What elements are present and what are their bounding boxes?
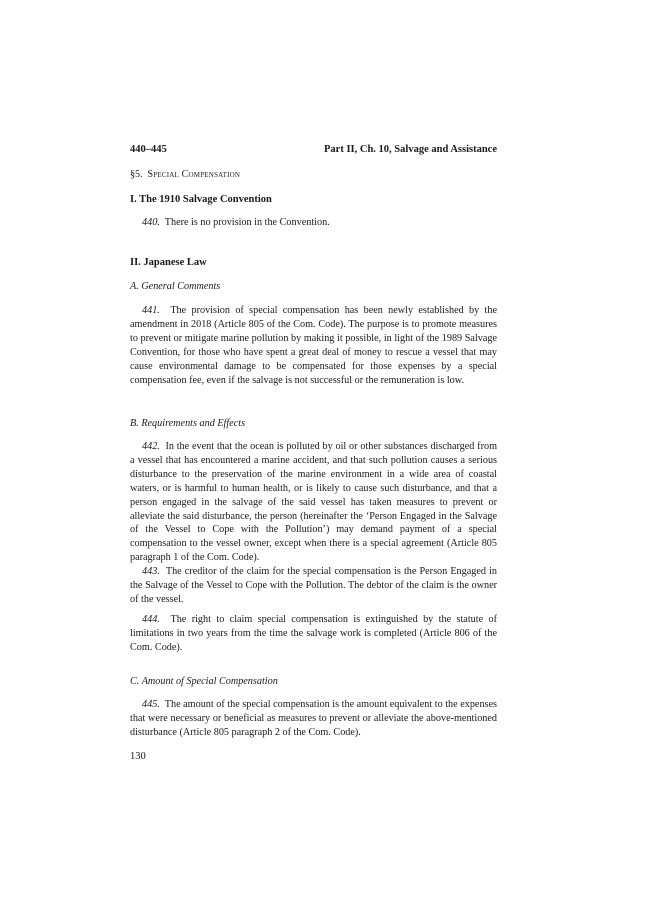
paragraph-number: 444.: [142, 614, 160, 625]
paragraph-text: The right to claim special compensation is extinguished by the statute of limitations in two years from the time the salvage work is completed (Article 806 of the Com. Code).: [130, 614, 497, 653]
paragraph-444: [130, 613, 497, 655]
subheading-c: C. Amount of Special Compensation: [130, 676, 278, 687]
section-number: §5.: [130, 169, 143, 180]
paragraph-441: [130, 304, 497, 387]
paragraph-text: The creditor of the claim for the special compensation is the Person Engaged in the Salvage of the Vessel to Cope with the Pollution. The debtor of the claim is the owner of the vessel.: [130, 566, 497, 605]
paragraph-text: In the event that the ocean is polluted by oil or other substances discharged from a vessel that has encountered a marine accident, and that such pollution causes a serious disturbance to the preservation of the marine environment in a wide area of coastal waters, or is harmful to human health, or is likely to cause such disturbance, and that a person engaged in the salvage of the said vessel has taken measures to prevent or alleviate the said disturbance, the person (hereinafter the ‘Person Engaged in the Salvage of the Vessel to Cope with the Pollution’) may demand payment of a special compensation to the vessel owner, except when there is a special agreement (Article 805 paragraph 1 of the Com. Code).: [130, 441, 497, 564]
heading-part-one: I. The 1910 Salvage Convention: [130, 194, 272, 205]
subheading-a: A. General Comments: [130, 281, 221, 292]
running-header: [130, 144, 497, 155]
chapter-title: Part II, Ch. 10, Salvage and Assistance: [324, 144, 497, 155]
paragraph-number: 441.: [142, 305, 160, 316]
paragraph-442: [130, 440, 497, 565]
paragraph-range: 440–445: [130, 144, 167, 155]
paragraph-text: There is no provision in the Convention.: [164, 217, 330, 228]
paragraph-text: The provision of special compensation has been newly established by the amendment in 2018 (Article 805 of the Com. Code). The purpose is to promote measures to prevent or mitigate marine pollution by making it possible, in light of the 1989 Salvage Convention, for those who have spent a great deal of money to rescue a vessel that may cause environmental damage to be compensated for those expenses by a special compensation fee, even if the salvage is not successful or the remuneration is low.: [130, 305, 497, 386]
section-title: [130, 168, 497, 182]
paragraph-440: [130, 216, 497, 230]
page-number: 130: [130, 751, 146, 762]
paragraph-number: 440.: [142, 217, 160, 228]
paragraph-number: 443.: [142, 566, 160, 577]
paragraph-number: 442.: [142, 441, 160, 452]
subheading-b: B. Requirements and Effects: [130, 418, 246, 429]
section-name: Special Compensation: [147, 169, 241, 180]
paragraph-443: [130, 565, 497, 607]
paragraph-445: [130, 698, 497, 740]
paragraph-text: The amount of the special compensation is the amount equivalent to the expenses that were necessary or beneficial as measures to prevent or alleviate the above-mentioned disturbance (Article 805 paragraph 2 of the Com. Code).: [130, 699, 497, 738]
heading-part-two: II. Japanese Law: [130, 257, 207, 268]
paragraph-number: 445.: [142, 699, 160, 710]
